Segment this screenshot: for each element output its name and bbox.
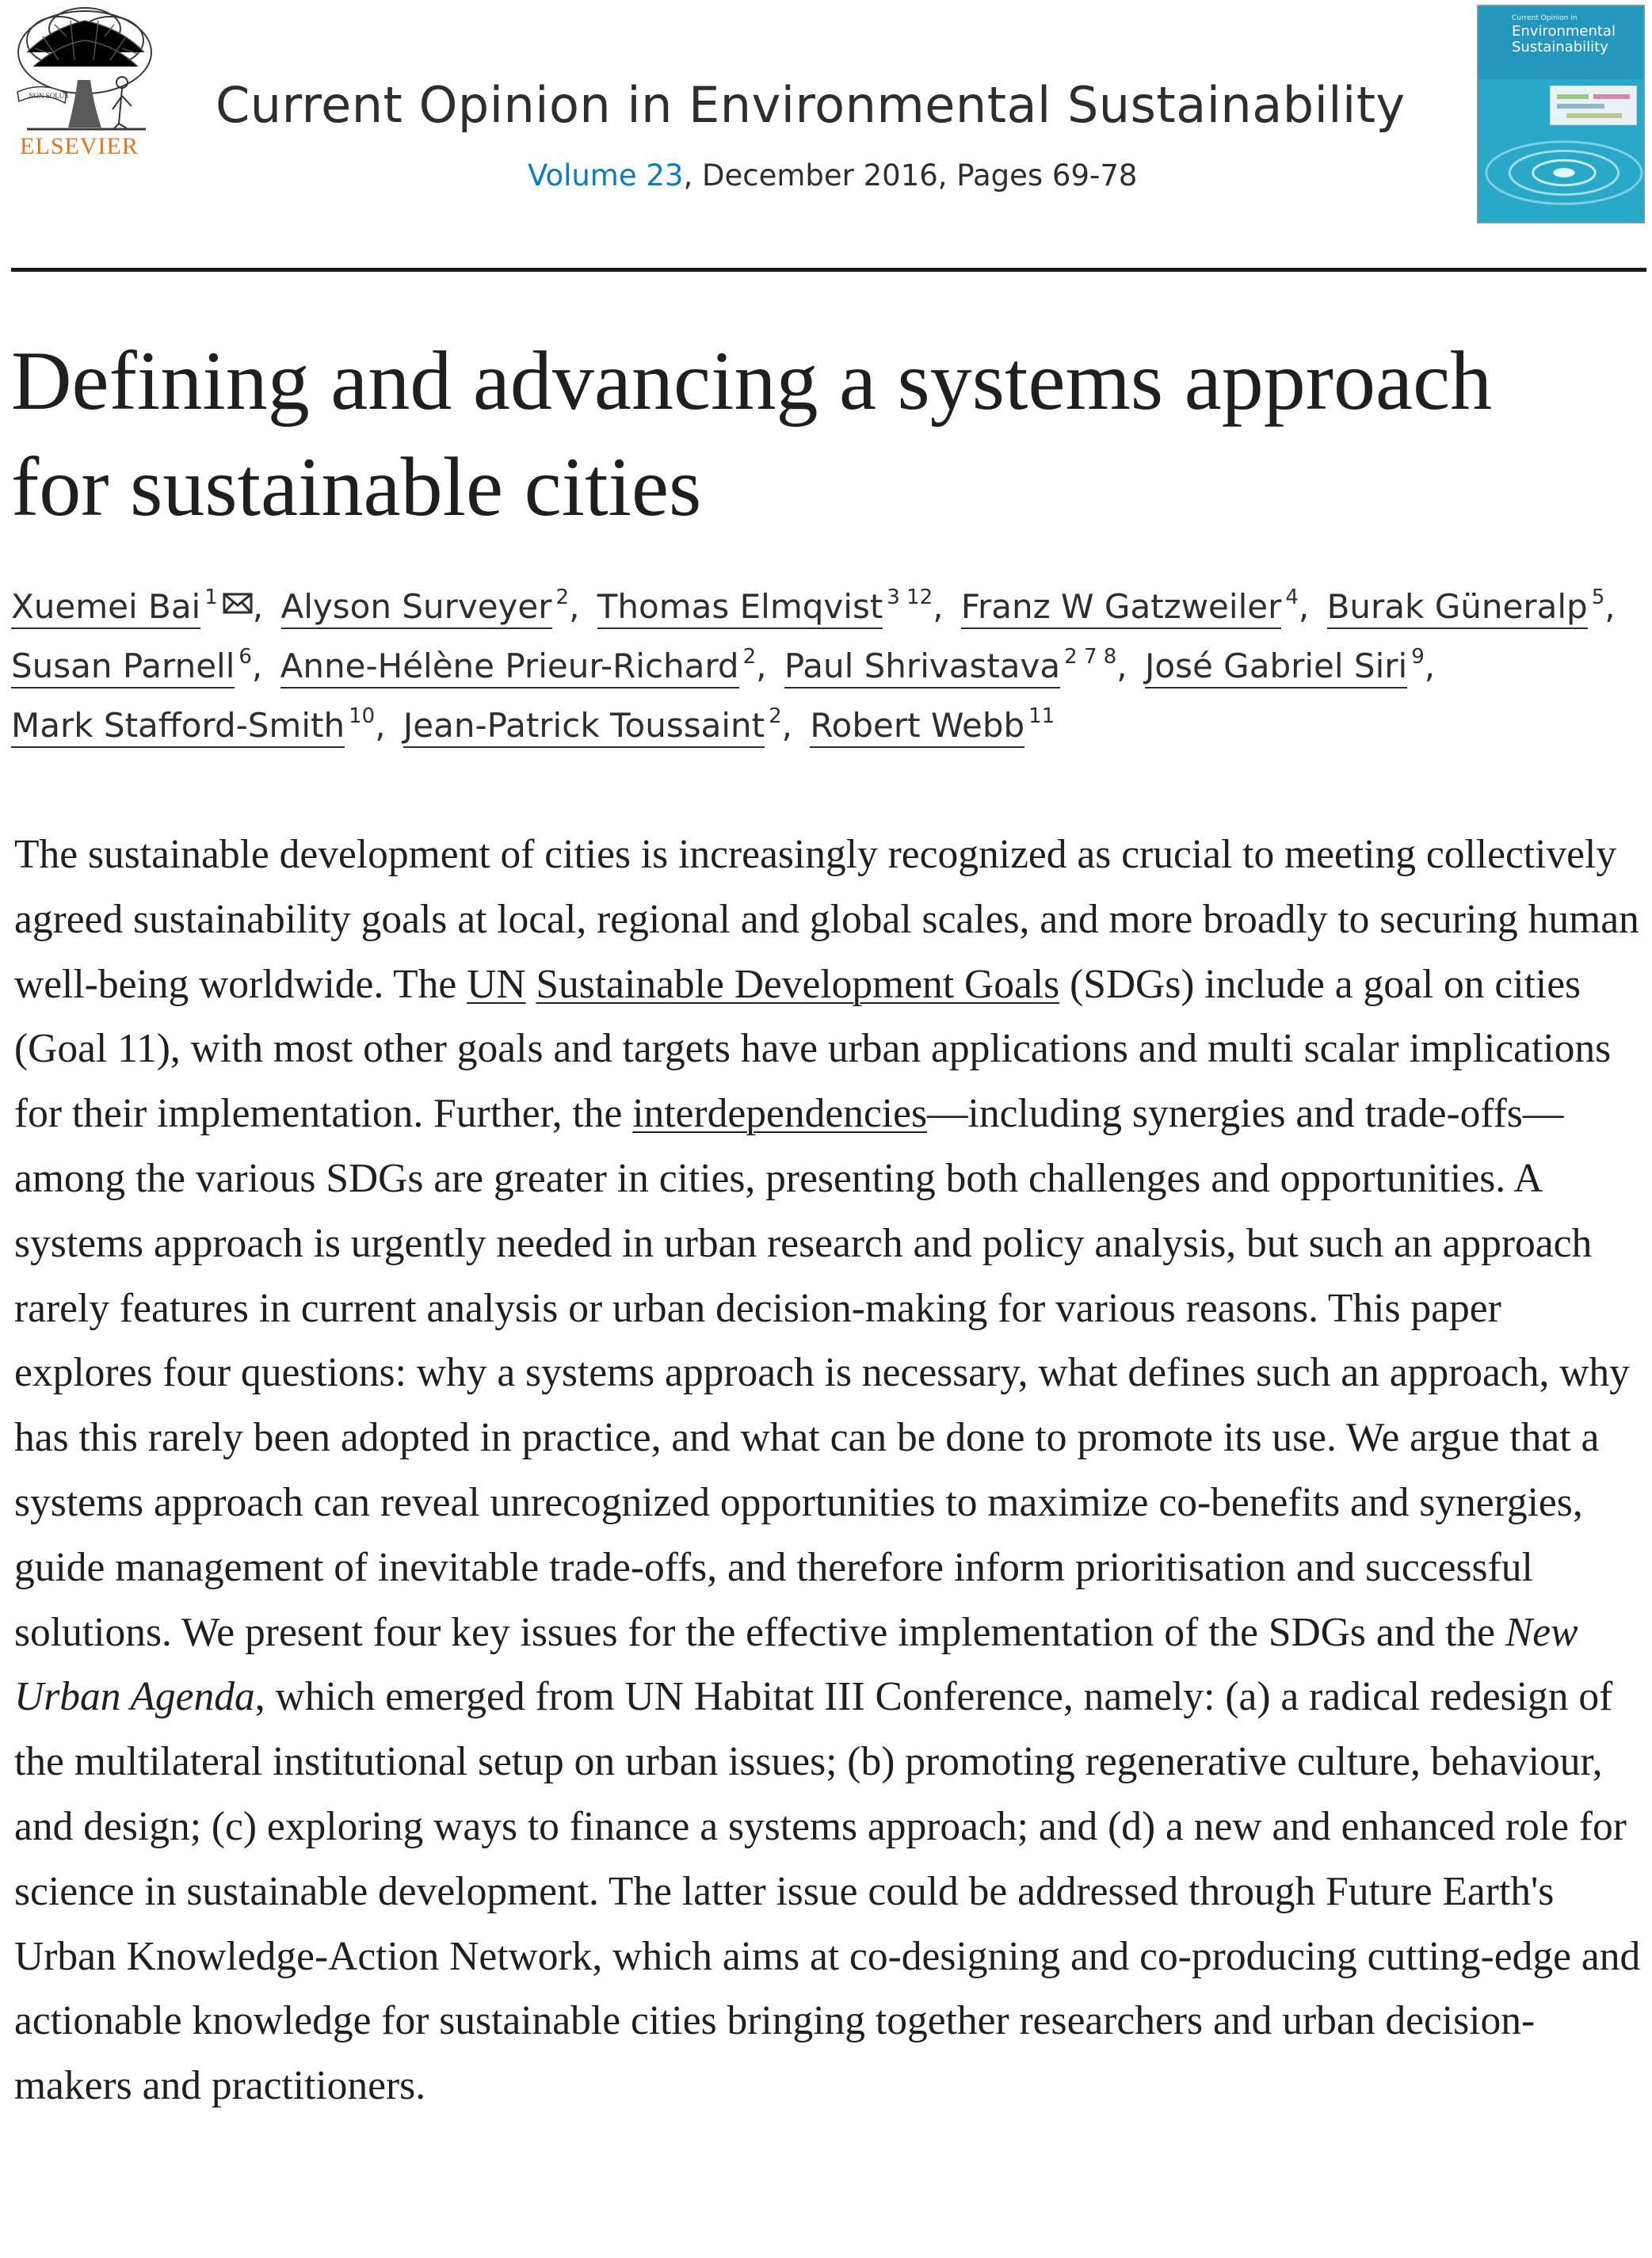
author-link[interactable]: Paul Shrivastava $^{2 7 8}$ (784, 647, 1116, 685)
journal-cover-thumbnail[interactable] (1477, 5, 1645, 223)
title-line-1: Defining and advancing a systems approach (11, 334, 1493, 427)
abstract-text: The sustainable development of cities is increasingly recognized as crucial to meeting collectively agreed sustainability goals at local, regional and global scales, and more broadly to securing human well-being worldwide. The UN Sustainable Development Goals (SDGs) include a goal on cities (Goal 11), with most other goals and targets have urban applications and multi scalar implications for their implementation. Further, the interdependencies—including synergies and trade-offs—among the various SDGs are greater in cities, presenting both challenges and opportunities. A systems approach is urgently needed in urban research and policy analysis, but such an approach rarely features in current analysis or urban decision-making for various reasons. This paper explores four questions: why a systems approach is necessary, what defines such an approach, why has this rarely been adopted in practice, and what can be done to promote its use. We argue that a systems approach can reveal unrecognized opportunities to maximize co-benefits and synergies, guide management of inevitable trade-offs, and therefore inform prioritisation and successful solutions. We present four key issues for the effective implementation of the SDGs and the New Urban Agenda, which emerged from UN Habitat III Conference, namely: (a) a radical redesign of the multilateral institutional setup on urban issues; (b) promoting regenerative culture, behaviour, and design; (c) exploring ways to finance a systems approach; and (d) a new and enhanced role for science in sustainable development. The latter issue could be addressed through Future Earth's Urban Knowledge-Action Network, which aims at co-designing and co-producing cutting-edge and actionable knowledge for sustainable cities bringing together researchers and urban decision-makers and practitioners. (14, 832, 1641, 2109)
cover-subtitle: Current Opinion in (1512, 14, 1578, 22)
volume-link[interactable]: Volume 23 (528, 158, 684, 193)
sdg-link[interactable]: Sustainable Development Goals (536, 961, 1060, 1007)
author-link[interactable]: José Gabriel Siri $^9$ (1145, 647, 1425, 685)
journal-title[interactable]: Current Opinion in Environmental Sustainability (216, 76, 1406, 134)
header-divider (11, 268, 1646, 272)
author-link[interactable]: Franz W Gatzweiler $^4$ (961, 587, 1299, 626)
author-link[interactable]: Xuemei Bai $^1$ (11, 587, 253, 626)
tree-icon (11, 5, 158, 135)
author-link[interactable]: Mark Stafford-Smith $^{10}$ (11, 706, 375, 745)
author-link[interactable]: Anne-Hélène Prieur-Richard $^2$ (280, 647, 756, 685)
author-link[interactable]: Burak Güneralp $^5$ (1327, 587, 1605, 626)
issue-details: , December 2016, Pages 69-78 (683, 158, 1138, 193)
cover-ripples-graphic (1478, 125, 1643, 223)
cover-figure (1550, 86, 1637, 125)
publisher-name: ELSEVIER (20, 133, 139, 159)
author-link[interactable]: Alyson Surveyer $^2$ (281, 587, 570, 626)
article-title (11, 328, 1643, 540)
author-link[interactable]: Thomas Elmqvist $^{3 12}$ (597, 587, 933, 626)
author-list: Xuemei Bai $^1$ , Alyson Surveyer $^2$, Thomas Elmqvist $^{3 12}$, Franz W Gatzweiler $^4$, Burak Güneralp $^5$, Susan Parnell $^6$, Anne-Hélène Prieur-Richard $^2$, Paul Shrivastava $^{2 7 8}$, José Gabriel Siri $^9$, Mark Stafford-Smith $^{10}$, Jean-Patrick Toussaint $^2$, Robert Webb $^{11}$ (11, 577, 1643, 755)
author-link[interactable]: Robert Webb $^{11}$ (810, 706, 1055, 745)
new-urban-agenda-italic: New Urban Agenda (14, 1609, 1578, 1720)
journal-issue-info (528, 158, 1137, 193)
author-link[interactable]: Jean-Patrick Toussaint $^2$ (403, 706, 782, 745)
author-link[interactable]: Susan Parnell $^6$ (11, 647, 252, 685)
interdependencies-link[interactable]: interdependencies (632, 1091, 928, 1137)
svg-text:NON SOLUS: NON SOLUS (29, 92, 69, 100)
un-link[interactable]: UN (467, 961, 526, 1007)
title-line-2: for sustainable cities (11, 441, 702, 533)
envelope-icon[interactable] (223, 593, 253, 614)
cover-title: Environmental Sustainability (1512, 23, 1616, 55)
